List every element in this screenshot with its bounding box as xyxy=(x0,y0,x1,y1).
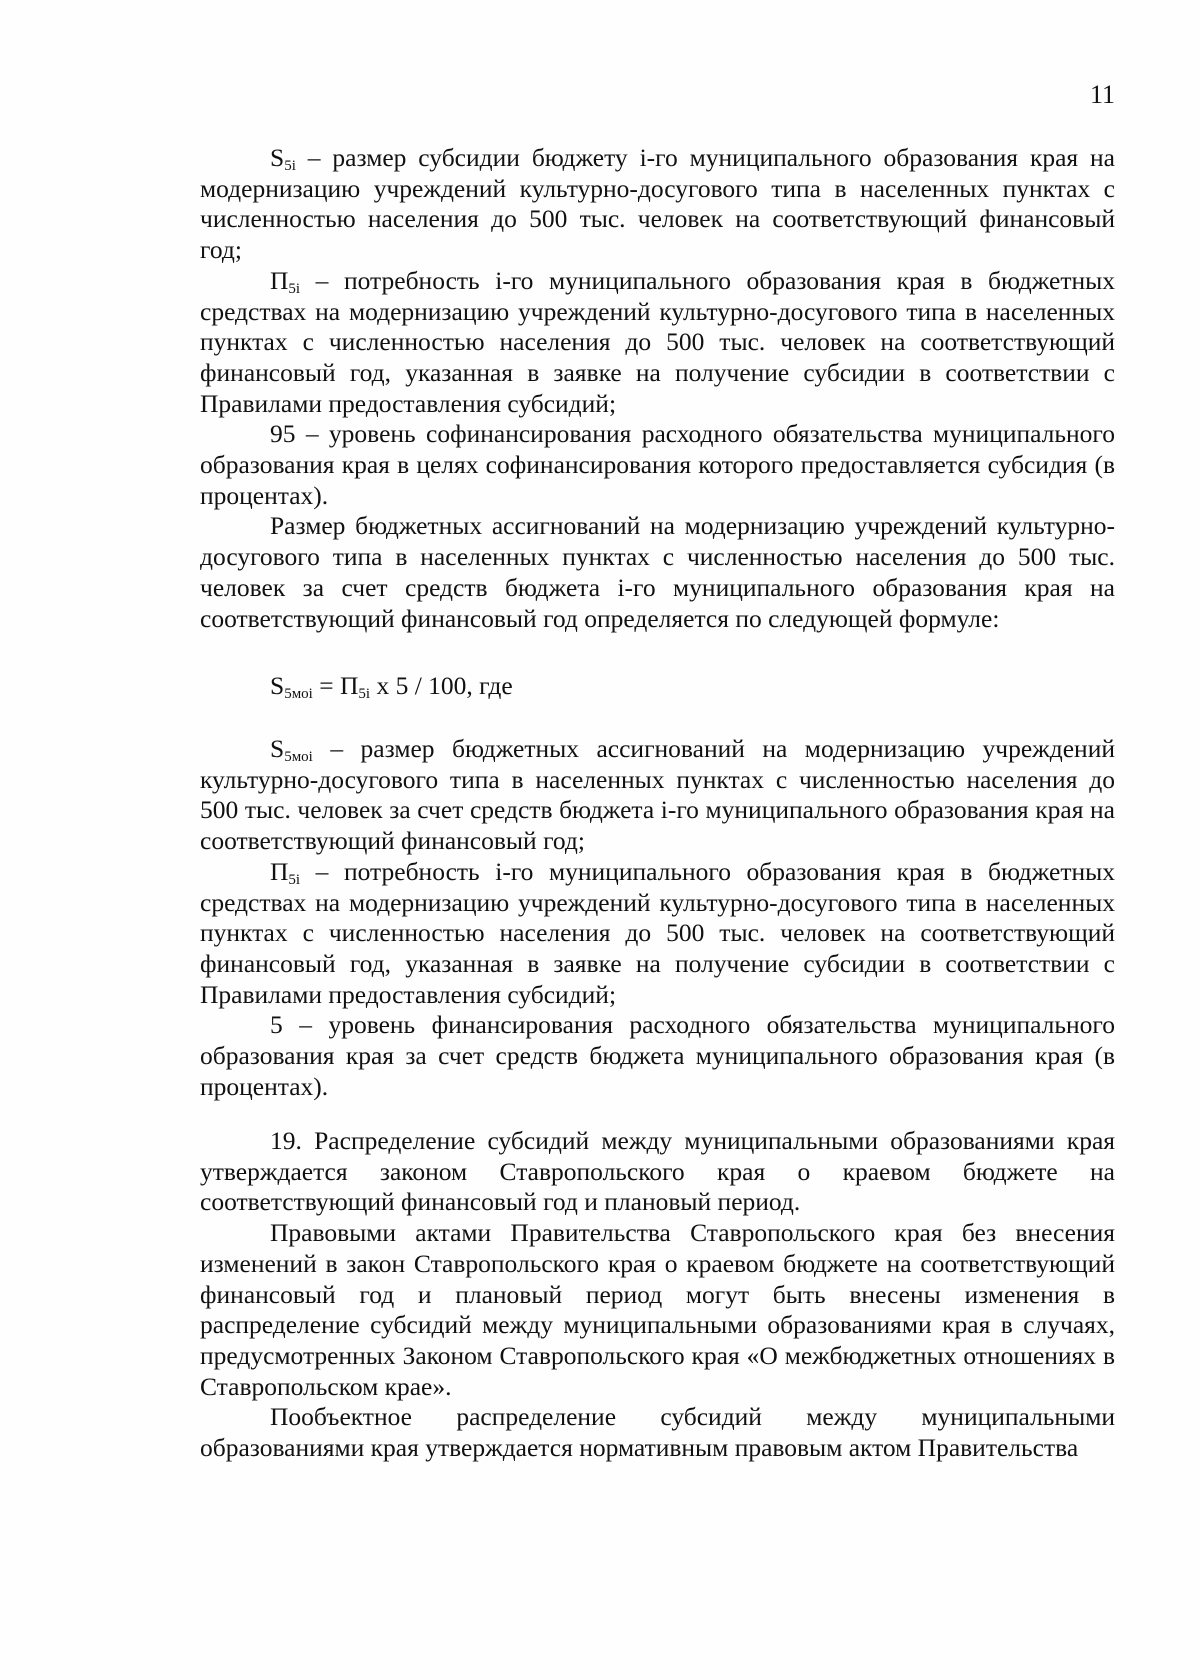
paragraph-p5i-definition-2: $П_{5i}$ – потребность i-го муниципального образования края в бюджетных средствах на модернизацию учреждений культурно-досугового типа в населенных пунктах с численностью населения до 500 тыс. человек на соответствующий финансовый год, указанная в заявке на получение субсидии в соответствии с Правилами предоставления субсидий; xyxy=(200,856,1115,1009)
text-block-formula-terms xyxy=(200,734,1115,1102)
paragraph-p5i-definition: $П_{5i}$ – потребность i-го муниципального образования края в бюджетных средствах на модернизацию учреждений культурно-досугового типа в населенных пунктах с численностью населения до 500 тыс. человек на соответствующий финансовый год, указанная в заявке на получение субсидии в соответствии с Правилами предоставления субсидий; xyxy=(200,265,1115,418)
paragraph-legal-acts: Правовыми актами Правительства Ставропольского края без внесения изменений в закон Ставропольского края о краевом бюджете на соответствующий финансовый год и плановый период могут быть внесены изменения в распределение субсидий между муниципальными образованиями края в случаях, предусмотренных Законом Ставропольского края «О межбюджетных отношениях в Ставропольском крае». xyxy=(200,1218,1115,1401)
page-number: 11 xyxy=(1089,80,1115,109)
text-block-distribution xyxy=(200,1126,1115,1464)
paragraph-s5i-definition: $S_{5i}$ – размер субсидии бюджету i-го муниципального образования края на модернизацию учреждений культурно-досугового типа в населенных пунктах с численностью населения до 500 тыс. человек на соответствующий финансовый год; xyxy=(200,143,1115,265)
paragraph-allocation-size: Размер бюджетных ассигнований на модернизацию учреждений культурно-досугового типа в населенных пунктах с численностью населения до 500 тыс. человек за счет средств бюджета i-го муниципального образования края на соответствующий финансовый год определяется по следующей формуле: xyxy=(200,511,1115,633)
text-block-definitions xyxy=(200,143,1115,634)
paragraph-financing-level: 5 – уровень финансирования расходного обязательства муниципального образования края за счет средств бюджета муниципального образования края (в процентах). xyxy=(200,1010,1115,1101)
paragraph-object-distribution: Пообъектное распределение субсидий между муниципальными образованиями края утверждается нормативным правовым актом Правительства xyxy=(200,1402,1115,1463)
paragraph-s5moi-definition: $S_{5моi}$ – размер бюджетных ассигнований на модернизацию учреждений культурно-досугового типа в населенных пунктах с численностью населения до 500 тыс. человек за счет средств бюджета i-го муниципального образования края на соответствующий финансовый год; xyxy=(200,734,1115,856)
paragraph-cofinancing-level: 95 – уровень софинансирования расходного обязательства муниципального образования края в целях софинансирования которого предоставляется субсидия (в процентах). xyxy=(200,419,1115,510)
paragraph-item-19: 19. Распределение субсидий между муниципальными образованиями края утверждается законом Ставропольского края о краевом бюджете на соответствующий финансовый год и плановый период. xyxy=(200,1126,1115,1217)
formula: $S_{5моi} = П_{5i}$ x 5 / 100, где xyxy=(270,671,513,702)
